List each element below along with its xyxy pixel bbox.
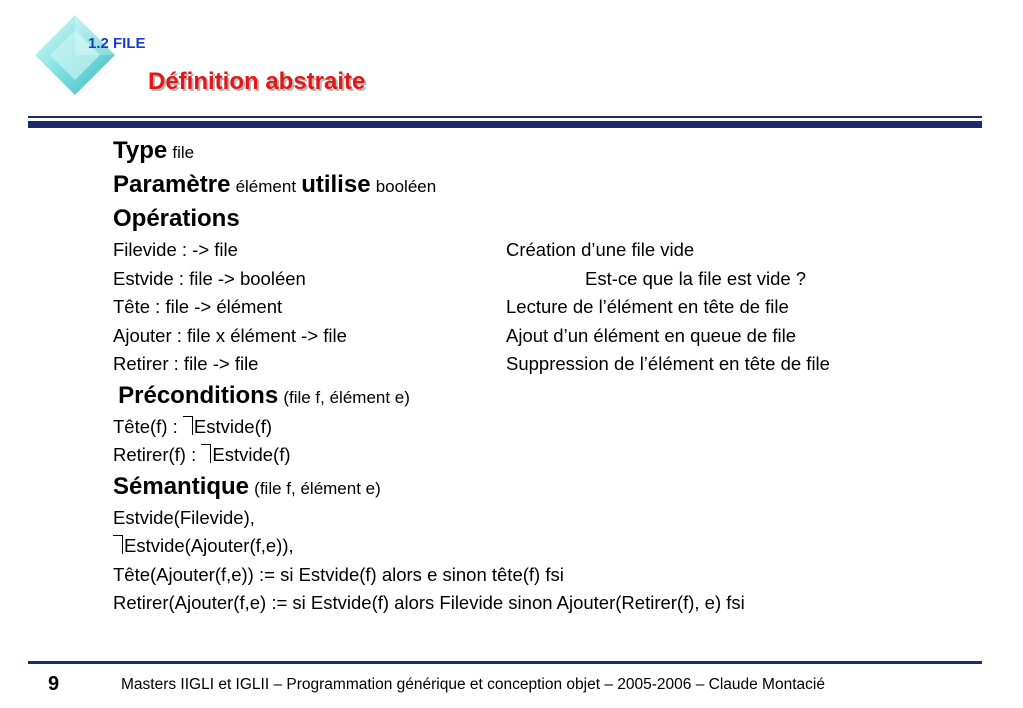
negation-icon: [201, 444, 211, 463]
precondition-left: Tête(f) :: [113, 415, 183, 437]
uses-value: booléen: [375, 177, 437, 196]
page-number: 9: [48, 673, 60, 695]
footer-divider: [28, 661, 982, 664]
section-number: 1.2 FILE: [88, 35, 146, 52]
operation-signature: Retirer : file -> file: [113, 353, 259, 374]
preconditions-heading: [113, 379, 993, 413]
preconditions-args: (file f, élément e): [283, 387, 410, 407]
semantics-keyword: Sémantique: [113, 472, 250, 500]
type-line: [113, 134, 993, 168]
operation-row: [113, 322, 993, 351]
footer-text: Masters IIGLI et IGLII – Programmation générique et conception objet – 2005-2006 – Claude Montacié: [121, 676, 825, 693]
operation-row: [113, 293, 993, 322]
semantic-text: Tête(Ajouter(f,e)) := si Estvide(f) alors e sinon tête(f) fsi: [113, 563, 564, 585]
operation-description: Création d’une file vide: [506, 239, 695, 260]
semantic-axiom: [113, 561, 993, 590]
precondition-left: Retirer(f) :: [113, 444, 202, 465]
slide-content: [113, 134, 993, 618]
operation-signature: Tête : file -> élément: [113, 296, 283, 317]
operation-row: [113, 265, 993, 294]
semantic-text: Estvide(Filevide),: [113, 506, 255, 528]
semantics-heading: [113, 470, 993, 504]
slide-title: Définition abstraite: [148, 68, 366, 95]
operation-description: Suppression de l’élément en tête de file: [506, 353, 830, 374]
operation-signature: Ajouter : file x élément -> file: [113, 324, 347, 346]
semantic-axiom: [113, 589, 993, 618]
semantic-text: Retirer(Ajouter(f,e) := si Estvide(f) alors Filevide sinon Ajouter(Retirer(f), e) fsi: [113, 592, 745, 613]
uses-keyword: utilise: [301, 171, 371, 198]
operation-row: [113, 350, 993, 379]
semantic-text: Estvide(Ajouter(f,e)),: [124, 535, 294, 556]
operation-description: Ajout d’un élément en queue de file: [506, 324, 797, 346]
semantic-axiom: [113, 532, 993, 561]
operations-heading: [113, 202, 993, 236]
negation-icon: [113, 535, 123, 554]
param-value: élément: [235, 177, 297, 196]
param-line: [113, 168, 993, 202]
operation-signature: Filevide : -> file: [113, 239, 238, 260]
operation-row: [113, 236, 993, 265]
type-value: file: [172, 143, 195, 162]
operation-signature: Estvide : file -> booléen: [113, 267, 306, 289]
operation-description: Lecture de l’élément en tête de file: [506, 296, 789, 317]
type-keyword: Type: [113, 137, 168, 164]
precondition-right: Estvide(f): [193, 415, 273, 437]
operations-keyword: Opérations: [113, 205, 240, 232]
precondition-row: [113, 441, 993, 470]
negation-icon: [183, 416, 193, 435]
param-keyword: Paramètre: [113, 171, 231, 198]
diamond-logo-icon: [34, 14, 116, 96]
semantics-args: (file f, élément e): [254, 478, 381, 498]
precondition-right: Estvide(f): [212, 444, 291, 465]
precondition-row: [113, 413, 993, 442]
preconditions-keyword: Préconditions: [118, 381, 279, 409]
semantic-axiom: [113, 504, 993, 533]
header-divider: [28, 116, 982, 128]
operation-description: Est-ce que la file est vide ?: [585, 267, 807, 289]
